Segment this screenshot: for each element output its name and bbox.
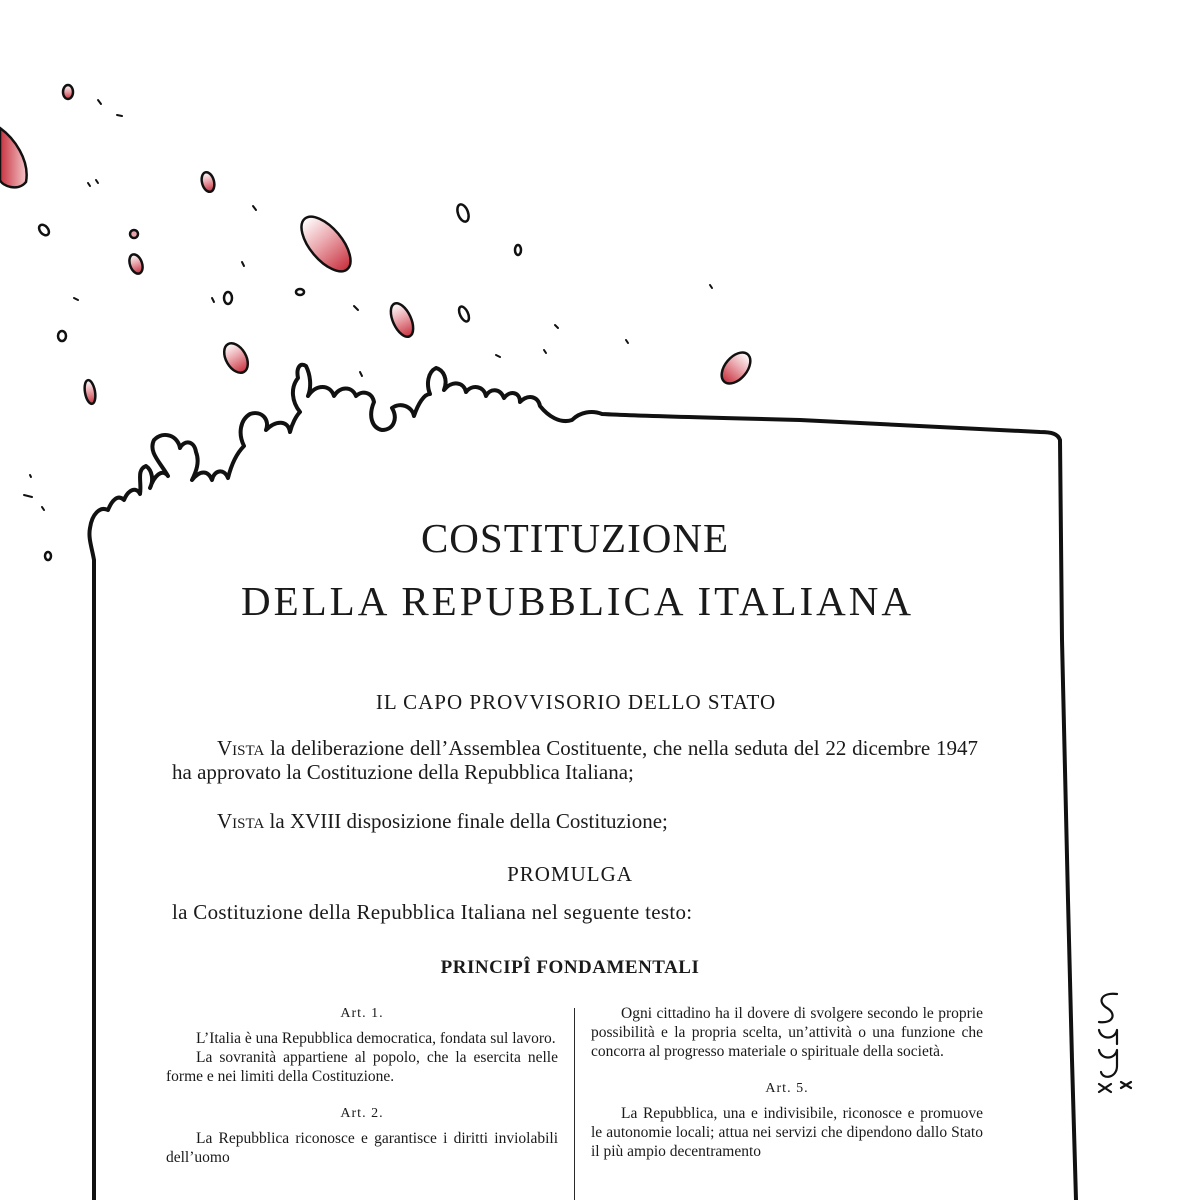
promulga-heading: PROMULGA (507, 862, 633, 886)
article-heading: Art. 5. (765, 1081, 809, 1096)
article-paragraph: L’Italia è una Repubblica democratica, fondata sul lavoro. (196, 1030, 556, 1047)
vista-label: Vista (217, 809, 265, 833)
left-column (166, 1004, 558, 1200)
article-paragraph: Ogni cittadino ha il dovere di svolgere secondo le proprie possibilità e la propria scelta, un’attività o una funzione che concorra al progresso materiale o spirituale della società. (591, 1005, 983, 1060)
principi-heading: PRINCIPÎ FONDAMENTALI (440, 957, 700, 978)
seguente-line: la Costituzione della Repubblica Italiana nel seguente testo: (172, 900, 693, 924)
article-heading: Art. 2. (340, 1106, 384, 1121)
document-subtitle: DELLA REPUBBLICA ITALIANA (240, 578, 915, 624)
document-title: COSTITUZIONE (420, 515, 730, 561)
vista-paragraph-2 (172, 809, 978, 833)
article-paragraph: La Repubblica, una e indivisibile, riconosce e promuove le autonomie locali; attua nei servizi che dipendono dallo Stato il più ampio decentramento (591, 1105, 983, 1160)
vista-text: la deliberazione dell’Assemblea Costituente, che nella seduta del 22 dicembre 1947 ha approvato la Costituzione della Repubblica Italiana; (172, 736, 979, 784)
artist-signature (1087, 988, 1137, 1098)
article-paragraph: La Repubblica riconosce e garantisce i diritti inviolabili dell’uomo (166, 1130, 558, 1166)
vista-label: Vista (217, 736, 265, 760)
right-column (591, 1004, 983, 1200)
article-heading: Art. 1. (340, 1006, 384, 1021)
vista-paragraph-1 (172, 736, 978, 784)
article-paragraph: La sovranità appartiene al popolo, che la esercita nelle forme e nei limiti della Costituzione. (166, 1049, 558, 1085)
capo-heading: IL CAPO PROVVISORIO DELLO STATO (375, 690, 777, 714)
vista-text: la XVIII disposizione finale della Costituzione; (269, 809, 668, 833)
column-divider (574, 1008, 575, 1200)
